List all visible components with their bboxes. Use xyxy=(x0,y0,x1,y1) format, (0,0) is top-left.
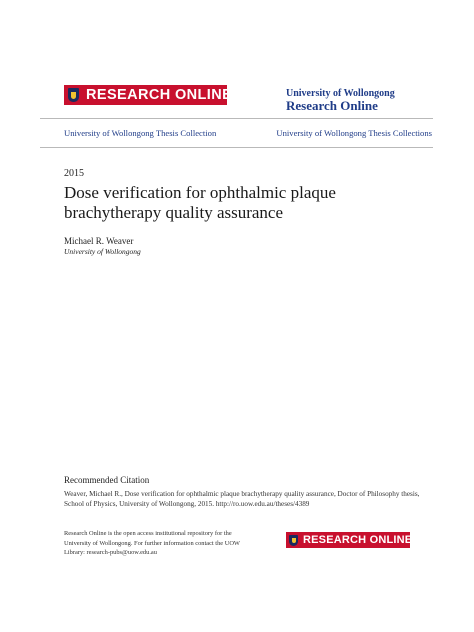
header-divider xyxy=(40,118,433,119)
thesis-collections-link[interactable]: University of Wollongong Thesis Collections xyxy=(276,128,432,138)
repository-university[interactable]: University of Wollongong xyxy=(286,88,395,99)
research-online-logo[interactable] xyxy=(64,85,233,105)
publication-year: 2015 xyxy=(64,168,84,179)
repository-name[interactable]: Research Online xyxy=(286,98,378,113)
thesis-collection-link[interactable]: University of Wollongong Thesis Collection xyxy=(64,128,217,138)
repository-info-line: University of Wollongong. For further information contact the UOW xyxy=(64,539,240,547)
thesis-title: Dose verification for ophthalmic plaque brachytherapy quality assurance xyxy=(64,183,336,222)
author-affiliation: University of Wollongong xyxy=(64,247,141,256)
citation-heading: Recommended Citation xyxy=(64,475,150,485)
repository-info-line: Research Online is the open access institutional repository for the xyxy=(64,530,232,537)
footer-research-online-logo[interactable] xyxy=(286,532,413,548)
university-shield-icon xyxy=(68,88,79,102)
repository-header xyxy=(286,88,395,114)
author-name: Michael R. Weaver xyxy=(64,236,134,246)
citation-text: Weaver, Michael R., Dose verification for ophthalmic plaque brachytherapy quality assurance, Doctor of Philosophy thesis, School of Physics, University of Wollongong, 2015. http://ro.uow.edu.au/theses/4389 xyxy=(64,490,420,508)
logo-text: RESEARCH ONLINE xyxy=(86,86,233,103)
collections-divider xyxy=(40,147,433,148)
repository-contact-line[interactable]: Library: research-pubs@uow.edu.au xyxy=(64,549,157,556)
footer-logo-text: RESEARCH ONLINE xyxy=(303,533,413,546)
repository-info xyxy=(64,529,264,558)
university-shield-icon xyxy=(289,535,298,546)
collection-links xyxy=(64,128,432,138)
